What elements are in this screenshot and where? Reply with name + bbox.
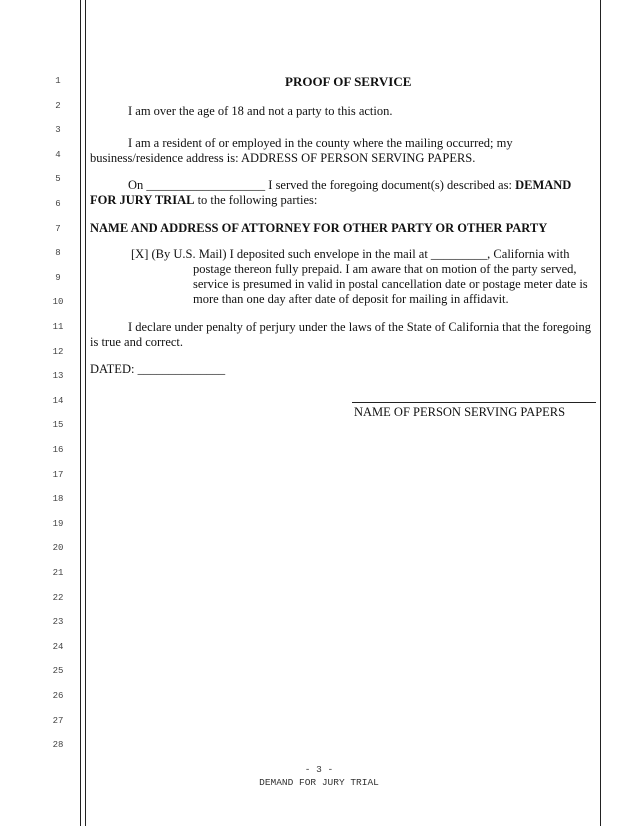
signer-name: NAME OF PERSON SERVING PAPERS [354, 405, 566, 419]
mail-service-line-2: postage thereon fully prepaid. I am aware that on motion of the party served, [193, 262, 577, 276]
line-number: 5 [55, 174, 61, 185]
declaration-line-1: I declare under penalty of perjury under the laws of the State of California that the foregoing [128, 320, 592, 334]
line-number: 26 [52, 691, 64, 701]
document-title: PROOF OF SERVICE [285, 74, 412, 89]
page-number: - 3 - [304, 764, 334, 775]
line-number: 25 [52, 666, 64, 677]
served-document-title-part2: FOR JURY TRIAL [90, 193, 195, 207]
resident-statement-line-1: I am a resident of or employed in the county where the mailing occurred; my [128, 136, 513, 150]
left-margin-rule [80, 0, 81, 826]
footer-document-title: DEMAND FOR JURY TRIAL [259, 777, 379, 788]
line-number: 19 [52, 518, 64, 529]
mail-service-line-4: more than one day after date of deposit for mailing in affidavit. [193, 292, 509, 306]
declaration-line-2: is true and correct. [90, 335, 184, 349]
age-statement: I am over the age of 18 and not a party to this action. [128, 104, 393, 118]
line-number: 9 [55, 272, 61, 283]
mail-service-line-1: [X] (By U.S. Mail) I deposited such envelope in the mail at _________, California with [131, 247, 570, 261]
mail-service-line-3: service is presumed in valid in postal cancellation date or postage meter date is [193, 277, 588, 291]
line-number: 2 [55, 100, 61, 111]
served-statement-line-2 [90, 193, 317, 208]
line-number: 8 [55, 248, 61, 259]
line-number: 6 [55, 199, 61, 209]
parties-served: NAME AND ADDRESS OF ATTORNEY FOR OTHER PARTY OR OTHER PARTY [90, 221, 548, 235]
line-number: 1 [55, 76, 61, 86]
line-number: 7 [55, 223, 61, 234]
served-suffix: to the following parties: [194, 193, 318, 207]
line-number: 28 [52, 740, 64, 751]
line-number: 10 [52, 297, 64, 308]
line-number: 12 [52, 346, 64, 357]
served-document-title-part1: DEMAND [515, 178, 572, 192]
line-number: 22 [52, 592, 64, 603]
line-number: 13 [52, 371, 64, 382]
left-margin-double-rule [85, 0, 86, 826]
line-number: 21 [52, 568, 64, 578]
line-number: 11 [52, 322, 64, 332]
line-number-column [40, 0, 76, 826]
resident-statement-line-2: business/residence address is: ADDRESS OF PERSON SERVING PAPERS. [90, 151, 476, 165]
right-margin-rule [600, 0, 601, 826]
line-number: 27 [52, 715, 64, 726]
line-number: 23 [52, 617, 64, 628]
line-number: 18 [52, 494, 64, 505]
line-number: 4 [55, 149, 61, 160]
dated-line: DATED: ______________ [90, 362, 226, 376]
line-number: 20 [52, 543, 64, 554]
served-prefix: On ___________________ I served the foregoing document(s) described as: [128, 178, 516, 192]
line-number: 14 [52, 395, 64, 406]
served-statement-line-1 [128, 178, 571, 193]
line-number: 15 [52, 420, 64, 431]
line-number: 3 [55, 125, 61, 136]
signature-line [352, 402, 596, 403]
line-number: 24 [52, 641, 64, 652]
line-number: 16 [52, 445, 64, 455]
line-number: 17 [52, 469, 64, 480]
